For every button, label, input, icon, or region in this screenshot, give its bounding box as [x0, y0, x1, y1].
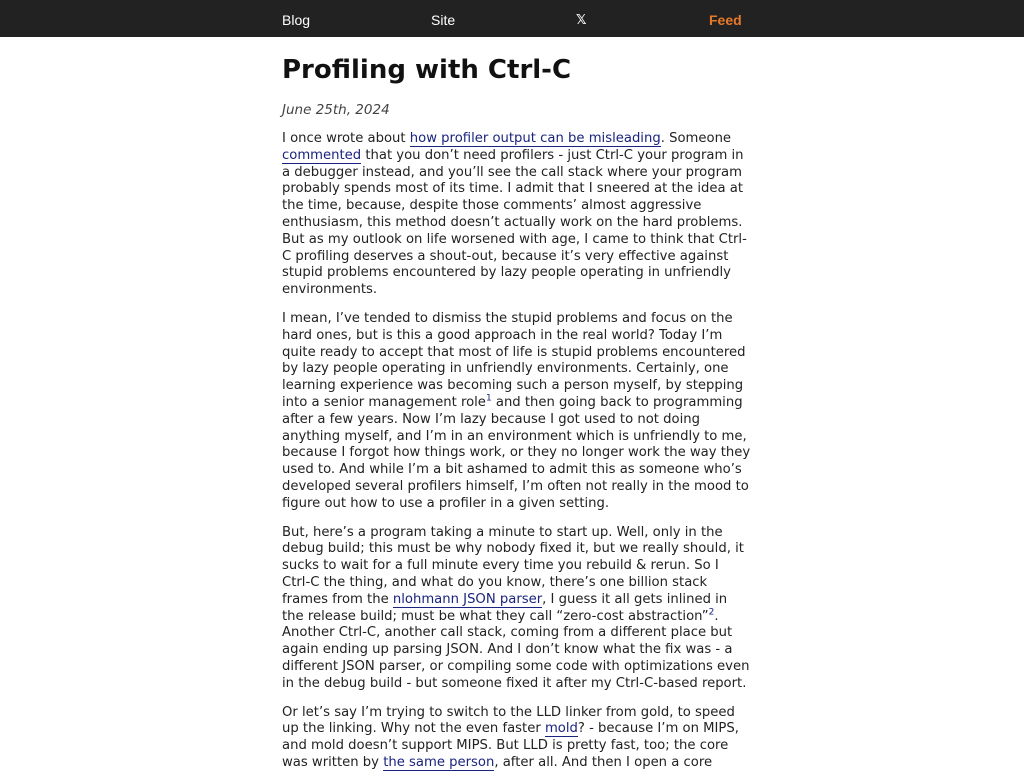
text-line: probably spends most of its time. I admit that I sneered at the idea at: [282, 181, 744, 197]
paragraph-4: [282, 705, 744, 772]
text-line: [282, 148, 744, 165]
nav-link-feed[interactable]: Feed: [709, 12, 742, 28]
paragraph-2: [282, 310, 751, 513]
text-line: [282, 721, 744, 738]
text-line: developed several profilers himself, I’m often not really in the mood to: [282, 478, 749, 494]
text-line: stupid problems encountered by lazy people operating in unfriendly: [282, 265, 731, 281]
text-line: sucks to wait for a full minute every time you rebuild & rerun. So I: [282, 558, 719, 574]
text-line: [282, 755, 744, 772]
link-profiler-output[interactable]: how profiler output can be misleading: [409, 131, 661, 146]
nav-link-site[interactable]: Site: [431, 12, 456, 28]
text-line: different JSON parser, or compiling some code with optimizations even: [282, 658, 750, 674]
text-line: learning experience was becoming such a person myself, by stepping: [282, 378, 744, 394]
text-line: environments.: [282, 282, 378, 298]
text-line: Ctrl-C the thing, and what do you know, there’s one billion stack: [282, 574, 708, 590]
link-mold[interactable]: mold: [544, 721, 578, 737]
text-line: a debugger instead, and you’ll see the call stack where your program: [282, 164, 742, 180]
text-line: the time, because, despite those comments’ almost aggressive: [282, 198, 702, 214]
text-line: debug build; this must be why nobody fixed it, but we really should, it: [282, 541, 744, 557]
text-line: I mean, I’ve tended to dismiss the stupid problems and focus on the: [282, 310, 733, 326]
text-run: .: [714, 608, 719, 624]
text-line: [282, 592, 744, 609]
text-line: [282, 131, 744, 148]
text-line: But, here’s a program taking a minute to start up. Well, only in the: [282, 524, 723, 540]
text-line: by lazy people operating in unfriendly environments. Certainly, one: [282, 361, 729, 377]
nav-link-blog[interactable]: Blog: [282, 12, 311, 28]
text-run: was written by: [282, 754, 384, 770]
text-line: in the debug build - but someone fixed it after my Ctrl-C-based report.: [282, 675, 747, 691]
text-line: and mold doesn’t support MIPS. But LLD is pretty fast, too; the core: [282, 738, 729, 754]
text-line: enthusiasm, this method doesn’t actually work on the hard problems.: [282, 214, 743, 230]
link-same-person[interactable]: the same person: [383, 754, 495, 770]
text-line: C profiling deserves a shout-out, because it’s very effective against: [282, 248, 729, 264]
text-line: But as my outlook on life worsened with age, I came to think that Ctrl-: [282, 231, 747, 247]
text-line: [282, 609, 744, 626]
text-run: frames from the: [282, 591, 393, 607]
text-run: up the linking. Why not the even faster: [282, 721, 545, 737]
text-run: . Someone: [660, 131, 732, 146]
text-run: the release build; must be what they call “zero-cost abstraction”: [282, 608, 709, 624]
top-nav-bar: [0, 0, 1024, 37]
text-line: figure out how to use a profiler in a given setting.: [282, 495, 610, 511]
text-run: into a senior management role: [282, 394, 486, 410]
text-line: quite ready to accept that most of life is stupid problems encountered: [282, 344, 746, 360]
text-line: after a few years. Now I’m lazy because I got used to not doing: [282, 411, 700, 427]
text-run: ? - because I’m on MIPS,: [577, 721, 739, 737]
paragraph-3: [282, 524, 750, 693]
text-line: because I forgot how things work, or they no longer work the way they: [282, 445, 751, 461]
paragraph-1: [282, 131, 747, 299]
text-line: hard ones, but is this a good approach in the real world? Today I’m: [282, 327, 723, 343]
footnote-link-1[interactable]: 1: [485, 393, 492, 404]
link-nlohmann-json[interactable]: nlohmann JSON parser: [392, 591, 543, 607]
text-run: , after all. And then I open a core: [494, 754, 713, 770]
text-run: that you don’t need profilers - just Ctrl-C your program in: [361, 147, 744, 163]
text-line: Another Ctrl-C, another call stack, coming from a different place but: [282, 625, 733, 641]
text-line: anything myself, and I’m in an environment which is unfriendly to me,: [282, 428, 747, 444]
text-run: and then going back to programming: [491, 394, 743, 410]
article: [282, 37, 751, 772]
text-line: used to. And while I’m a bit ashamed to admit this as someone who’s: [282, 462, 742, 478]
link-commented[interactable]: commented: [282, 147, 362, 163]
text-run: , I guess it all gets inlined in: [542, 591, 728, 607]
x-icon[interactable]: 𝕏: [576, 13, 587, 28]
text-line: Or let’s say I’m trying to switch to the LLD linker from gold, to speed: [282, 704, 735, 720]
text-line: again ending up parsing JSON. And I don’t know what the fix was - a: [282, 642, 733, 658]
footnote-link-2[interactable]: 2: [708, 607, 715, 618]
text-run: I once wrote about: [282, 131, 410, 146]
post-date: June 25th, 2024: [282, 102, 390, 118]
page-title: Profiling with Ctrl-C: [282, 55, 572, 85]
text-line: [282, 395, 744, 412]
